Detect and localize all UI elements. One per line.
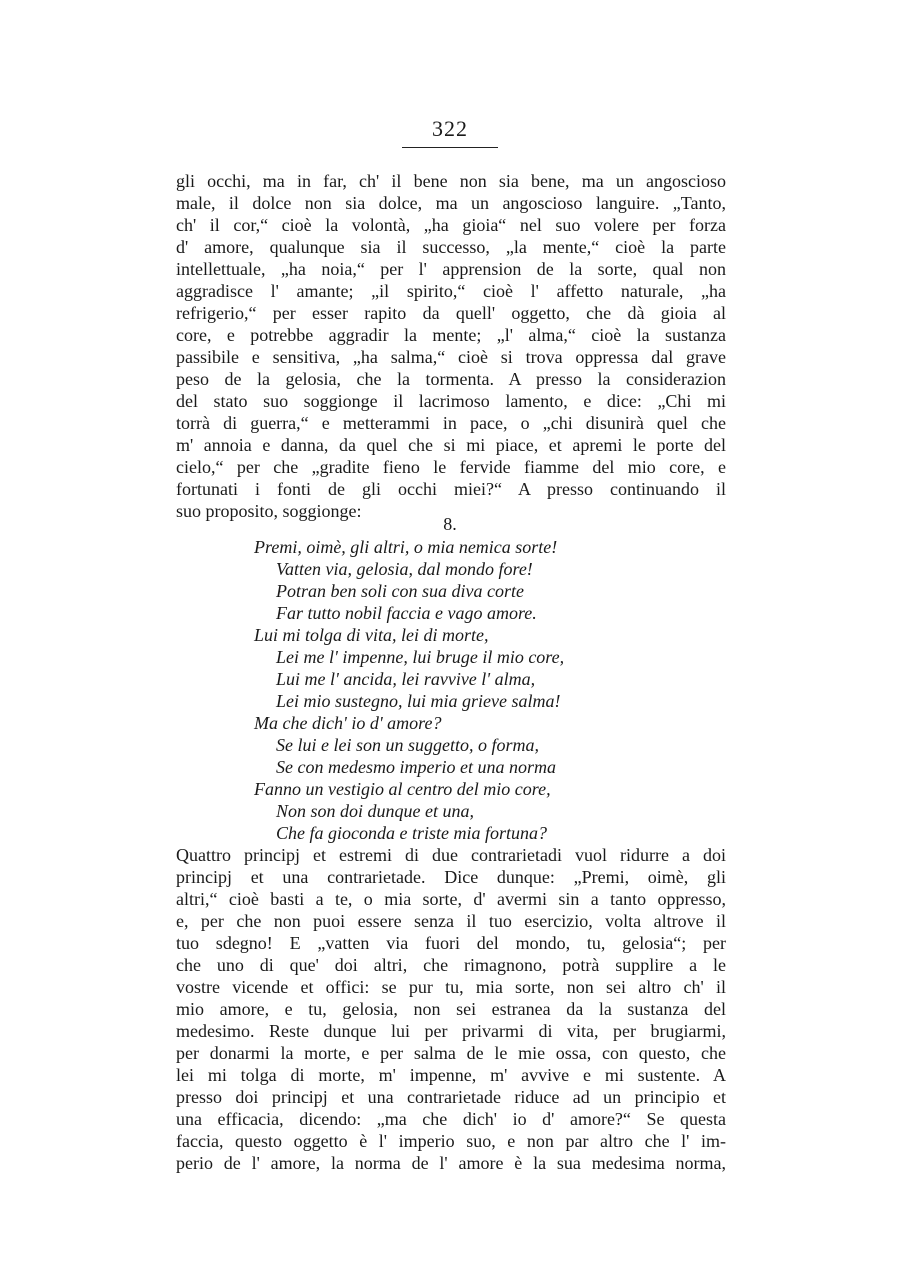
stanza-number: 8. bbox=[443, 514, 457, 534]
text-line: del stato suo soggionge il lacrimoso lamento, e dice: „Chi mi bbox=[176, 391, 726, 411]
text-line: presso doi principj et una contrarietade riduce ad un principio et bbox=[176, 1087, 726, 1107]
text-line: vostre vicende et offici: se pur tu, mia sorte, non sei altro ch' il bbox=[176, 977, 726, 997]
text-line: intellettuale, „ha noia,“ per l' apprension de la sorte, qual non bbox=[176, 259, 726, 279]
text-line: torrà di guerra,“ e metterammi in pace, o „chi disunirà quel che bbox=[176, 413, 726, 433]
verse-line: Se lui e lei son un suggetto, o forma, bbox=[276, 735, 539, 755]
prose-paragraph-2 bbox=[176, 844, 726, 1174]
text-line: lei mi tolga di morte, m' impenne, m' avvive e mi sustente. A bbox=[176, 1065, 726, 1085]
text-line: ch' il cor,“ cioè la volontà, „ha gioia“ nel suo volere per forza bbox=[176, 215, 726, 235]
verse-line: Che fa gioconda e triste mia fortuna? bbox=[276, 823, 547, 843]
verse-line: Far tutto nobil faccia e vago amore. bbox=[276, 603, 537, 623]
verse-line: Non son doi dunque et una, bbox=[276, 801, 474, 821]
text-line: che uno di que' doi altri, che rimagnono, potrà supplire a le bbox=[176, 955, 726, 975]
text-line: d' amore, qualunque sia il successo, „la mente,“ cioè la parte bbox=[176, 237, 726, 257]
verse-line: Vatten via, gelosia, dal mondo fore! bbox=[276, 559, 533, 579]
verse-line: Potran ben soli con sua diva corte bbox=[276, 581, 524, 601]
text-line: altri,“ cioè basti a te, o mia sorte, d' avermi sin a tanto oppresso, bbox=[176, 889, 726, 909]
text-line: male, il dolce non sia dolce, ma un angoscioso languire. „Tanto, bbox=[176, 193, 726, 213]
text-line: Quattro principj et estremi di due contrarietadi vuol ridurre a doi bbox=[176, 845, 726, 865]
text-line: aggradisce l' amante; „il spirito,“ cioè l' affetto naturale, „ha bbox=[176, 281, 726, 301]
text-line: peso de la gelosia, che la tormenta. A presso la considerazion bbox=[176, 369, 726, 389]
text-line: faccia, questo oggetto è l' imperio suo, e non par altro che l' im- bbox=[176, 1131, 726, 1151]
text-line: m' annoia e danna, da quel che si mi piace, et apremi le porte del bbox=[176, 435, 726, 455]
verse-line: Lui me l' ancida, lei ravvive l' alma, bbox=[276, 669, 536, 689]
text-line: perio de l' amore, la norma de l' amore è la sua medesima norma, bbox=[176, 1153, 726, 1173]
text-line: gli occhi, ma in far, ch' il bene non sia bene, ma un angoscioso bbox=[176, 171, 726, 191]
text-line: passibile e sensitiva, „ha salma,“ cioè si trova oppressa dal grave bbox=[176, 347, 726, 367]
text-line: suo proposito, soggionge: bbox=[176, 501, 362, 521]
verse-line: Lei me l' impenne, lui bruge il mio core, bbox=[276, 647, 565, 667]
text-line: fortunati i fonti de gli occhi miei?“ A presso continuando il bbox=[176, 479, 726, 499]
page-number: 322 bbox=[432, 116, 468, 141]
text-line: tuo sdegno! E „vatten via fuori del mondo, tu, gelosia“; per bbox=[176, 933, 726, 953]
text-line: una efficacia, dicendo: „ma che dich' io d' amore?“ Se questa bbox=[176, 1109, 726, 1129]
text-line: refrigerio,“ per esser rapito da quell' oggetto, che dà gioia al bbox=[176, 303, 726, 323]
verse-line: Lei mio sustegno, lui mia grieve salma! bbox=[276, 691, 561, 711]
text-line: medesimo. Reste dunque lui per privarmi di vita, per brugiarmi, bbox=[176, 1021, 726, 1041]
verse-line: Premi, oimè, gli altri, o mia nemica sorte! bbox=[254, 537, 558, 557]
text-line: cielo,“ per che „gradite fieno le fervide fiamme del mio core, e bbox=[176, 457, 726, 477]
text-line: mio amore, e tu, gelosia, non sei estranea da la sustanza del bbox=[176, 999, 726, 1019]
text-line: principj et una contrarietade. Dice dunque: „Premi, oimè, gli bbox=[176, 867, 726, 887]
header-rule bbox=[402, 147, 498, 148]
verse-line: Se con medesmo imperio et una norma bbox=[276, 757, 556, 777]
text-line: e, per che non puoi essere senza il tuo esercizio, volta altrove il bbox=[176, 911, 726, 931]
prose-paragraph-1 bbox=[176, 170, 726, 522]
verse-line: Lui mi tolga di vita, lei di morte, bbox=[254, 625, 489, 645]
text-line: per donarmi la morte, e per salma de le mie ossa, con questo, che bbox=[176, 1043, 726, 1063]
verse-line: Fanno un vestigio al centro del mio core, bbox=[254, 779, 551, 799]
text-line: core, e potrebbe aggradir la mente; „l' alma,“ cioè la sustanza bbox=[176, 325, 726, 345]
verse-line: Ma che dich' io d' amore? bbox=[254, 713, 442, 733]
